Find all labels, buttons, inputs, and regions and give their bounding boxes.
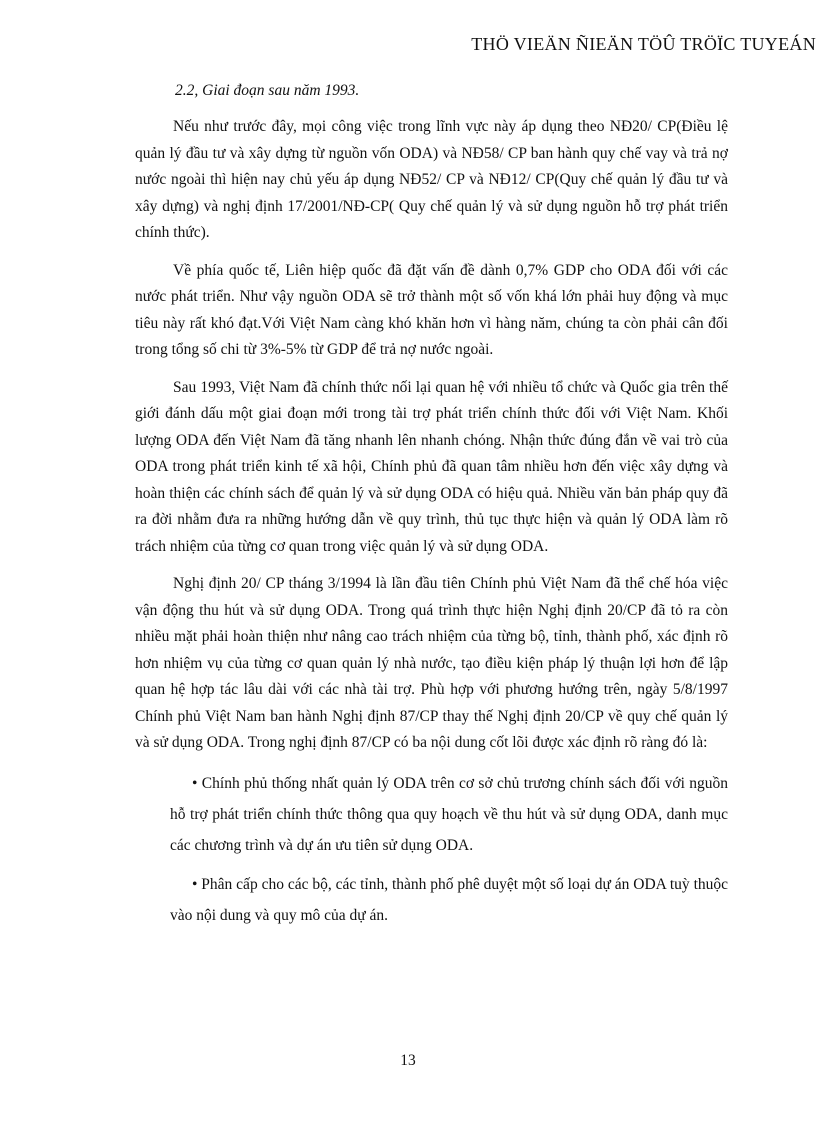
paragraph-2: Về phía quốc tế, Liên hiệp quốc đã đặt vấn đề dành 0,7% GDP cho ODA đối với các nước phát triển. Như vậy nguồn ODA sẽ trở thành một số vốn khá lớn phải huy động và mục tiêu này rất khó đạt.Với Việt Nam càng khó khăn hơn vì hàng năm, chúng ta còn phải cân đối trong tổng số chi từ 3%-5% từ GDP để trả nợ nước ngoài.	[135, 261, 728, 358]
document-body	[135, 82, 728, 939]
bullet-item-2: • Phân cấp cho các bộ, các tỉnh, thành phố phê duyệt một số loại dự án ODA tuỳ thuộc vào nội dung và quy mô của dự án.	[170, 875, 728, 924]
paragraph-4: Nghị định 20/ CP tháng 3/1994 là lần đầu tiên Chính phủ Việt Nam đã thể chế hóa việc vận động thu hút và sử dụng ODA. Trong quá trình thực hiện Nghị định 20/CP đã tỏ ra còn nhiều mặt phải hoàn thiện như nâng cao trách nhiệm của từng bộ, tỉnh, thành phố, xác định rõ hơn nhiệm vụ của từng cơ quan quản lý nhà nước, tạo điều kiện pháp lý thuận lợi hơn để lập quan hệ hợp tác lâu dài với các nhà tài trợ. Phù hợp với phương hướng trên, ngày 5/8/1997 Chính phủ Việt Nam ban hành Nghị định 87/CP thay thế Nghị định 20/CP về quy chế quản lý và sử dụng ODA. Trong nghị định 87/CP có ba nội dung cốt lõi được xác định rõ ràng đó là:	[135, 575, 728, 751]
paragraph-3: Sau 1993, Việt Nam đã chính thức nối lại quan hệ với nhiều tổ chức và Quốc gia trên thế giới đánh dấu một giai đoạn mới trong tài trợ phát triển chính thức đối với Việt Nam. Khối lượng ODA đến Việt Nam đã tăng nhanh lên nhanh chóng. Nhận thức đúng đắn về vai trò của ODA trong phát triển kinh tế xã hội, Chính phủ đã quan tâm nhiều hơn đến việc xây dựng và hoàn thiện các chính sách để quản lý và sử dụng ODA có hiệu quả. Nhiều văn bản pháp quy đã ra đời nhằm đưa ra những hướng dẫn về quy trình, thủ tục thực hiện và quản lý ODA làm rõ trách nhiệm của từng cơ quan trong việc quản lý và sử dụng ODA.	[135, 378, 728, 555]
page-number: 13	[400, 1052, 416, 1069]
paragraph-1: Nếu như trước đây, mọi công việc trong lĩnh vực này áp dụng theo NĐ20/ CP(Điều lệ quản lý đầu tư và xây dựng từ nguồn vốn ODA) và NĐ58/ CP ban hành quy chế vay và trả nợ nước ngoài thì hiện nay chủ yếu áp dụng NĐ52/ CP và NĐ12/ CP(Quy chế quản lý đầu tư và xây dựng) và nghị định 17/2001/NĐ-CP( Quy chế quản lý và sử dụng nguồn hỗ trợ phát triển chính thức).	[135, 118, 728, 241]
page-header: THÖ VIEÄN ÑIEÄN TÖÛ TRÖÏC TUYEÁN	[471, 34, 816, 54]
bullet-item-1: • Chính phủ thống nhất quản lý ODA trên cơ sở chủ trương chính sách đối với nguồn hỗ trợ phát triển chính thức thông qua quy hoạch về thu hút và sử dụng ODA, danh mục các chương trình và dự án ưu tiên sử dụng ODA.	[170, 774, 728, 854]
section-title: 2.2, Giai đoạn sau năm 1993.	[175, 82, 360, 99]
